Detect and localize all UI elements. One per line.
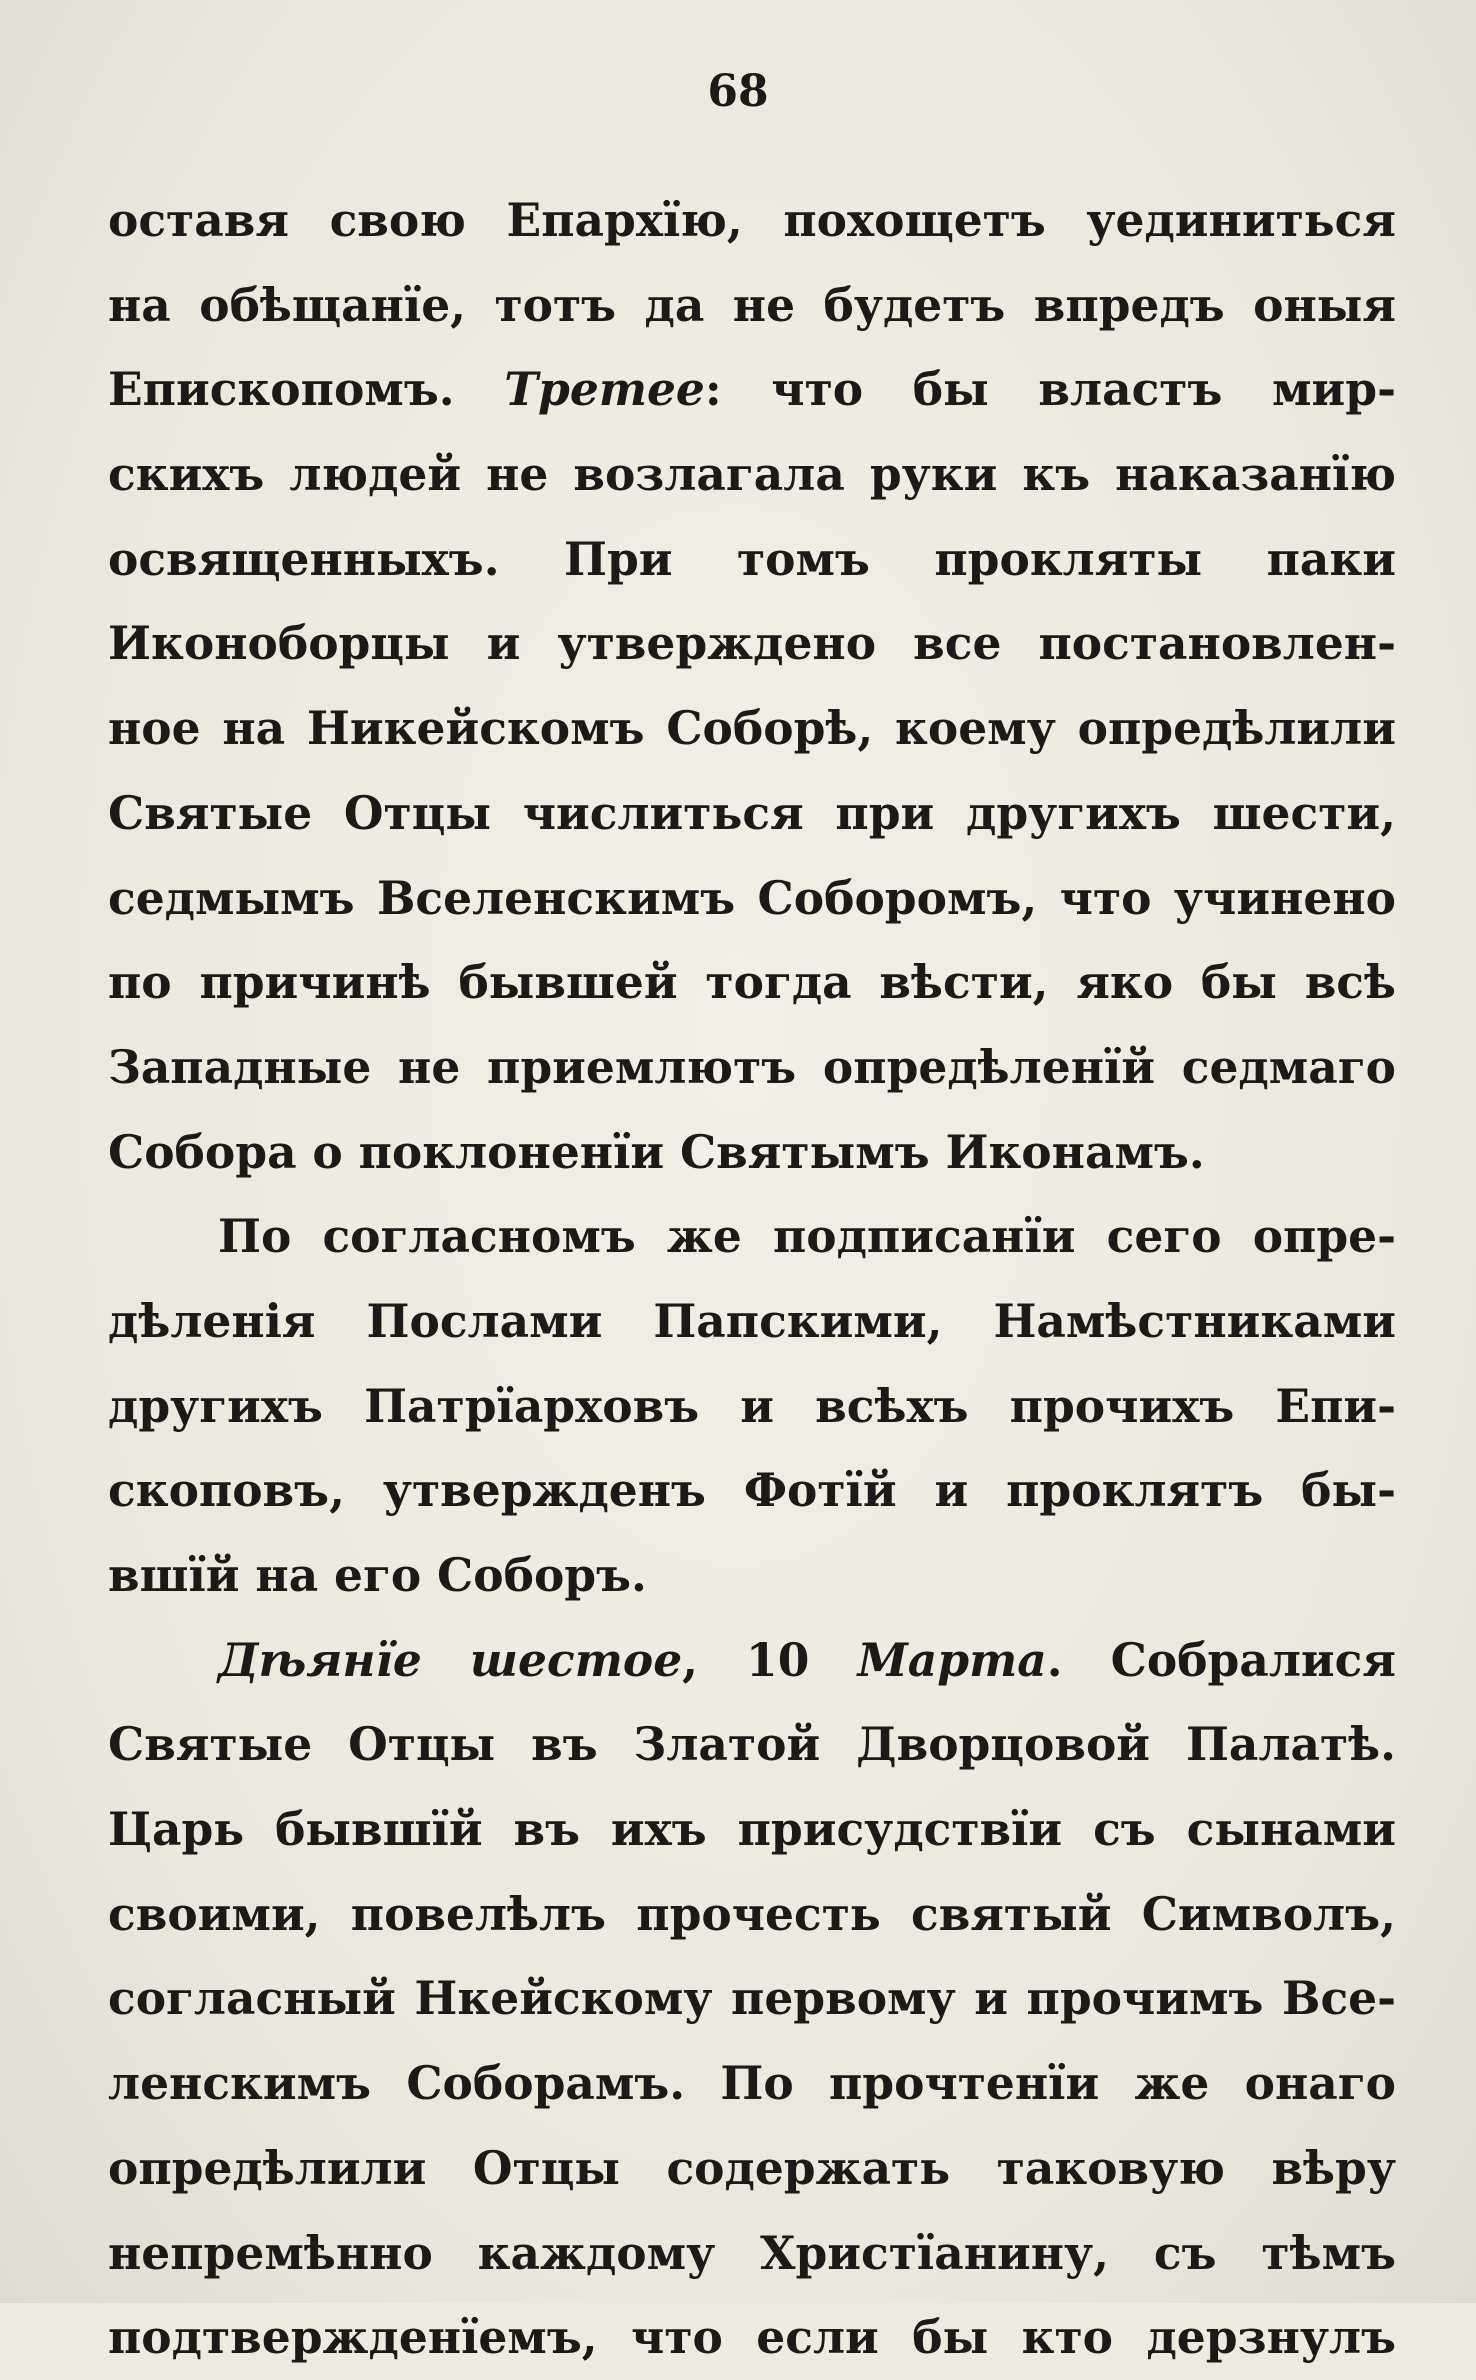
- text-line: оставя свою Епархїю, похощетъ уединиться: [108, 193, 1396, 247]
- text-run: , 10: [682, 1632, 858, 1687]
- text-line: другихъ Патрїарховъ и всѣхъ прочихъ Епи-: [108, 1378, 1396, 1433]
- text-line: Святые Отцы числиться при другихъ шести,: [108, 785, 1396, 840]
- page-body-text: [108, 178, 1396, 2380]
- text-line: [108, 1618, 1396, 1703]
- text-line: Царь бывшїй въ ихъ присудствїи съ сынами: [108, 1802, 1396, 1857]
- text-line: Иконоборцы и утверждено все постановлен-: [108, 616, 1396, 671]
- text-line: По согласномъ же подписанїи сего опре-: [218, 1209, 1396, 1264]
- text-line: седмымъ Вселенскимъ Соборомъ, что учинено: [108, 870, 1396, 925]
- text-line: своими, повелѣлъ прочесть святый Символъ,: [108, 1886, 1396, 1941]
- text-line: дѣленія Послами Папскими, Намѣстниками: [108, 1293, 1396, 1348]
- text-line: согласный Нкейскому первому и прочимъ Все-: [108, 1971, 1396, 2026]
- text-line: непремѣнно каждому Христїанину, съ тѣмъ: [108, 2225, 1396, 2280]
- text-line: Святые Отцы въ Златой Дворцовой Палатѣ.: [108, 1717, 1396, 1772]
- text-line: ленскимъ Соборамъ. По прочтенїи же онаго: [108, 2056, 1396, 2111]
- text-line: Собора о поклоненїи Святымъ Иконамъ.: [108, 1124, 1205, 1179]
- text-line: опредѣлили Отцы содержать таковую вѣру: [108, 2140, 1396, 2195]
- text-line: скоповъ, утвержденъ Фотїй и проклятъ бы-: [108, 1463, 1396, 1518]
- text-line: ное на Никейскомъ Соборѣ, коему опредѣлили: [108, 701, 1396, 756]
- page-number: 68: [707, 66, 769, 117]
- italic-heading-word: Дѣянїе шестое: [218, 1632, 683, 1687]
- text-run: : что бы властъ мир-: [704, 362, 1396, 417]
- text-line: подтвержденїемъ, что если бы кто дерзнулъ: [108, 2310, 1396, 2365]
- italic-heading-word: Третее: [504, 362, 705, 417]
- text-run: . Собралися: [1046, 1632, 1396, 1687]
- italic-date-word: Марта: [857, 1632, 1047, 1687]
- text-line: Западные не приемлютъ опредѣленїй седмаго: [108, 1039, 1396, 1094]
- text-line: по причинѣ бывшей тогда вѣсти, яко бы всѣ: [108, 955, 1396, 1010]
- text-line: освященныхъ. При томъ прокляты паки: [108, 531, 1396, 586]
- text-run: Епископомъ.: [108, 362, 455, 417]
- text-line: [108, 347, 1396, 432]
- text-line: вшїй на его Соборъ.: [108, 1548, 647, 1602]
- text-line: на обѣщанїе, тотъ да не будетъ впредъ оныя: [108, 277, 1396, 332]
- text-line: скихъ людей не возлагала руки къ наказанїю: [108, 447, 1396, 502]
